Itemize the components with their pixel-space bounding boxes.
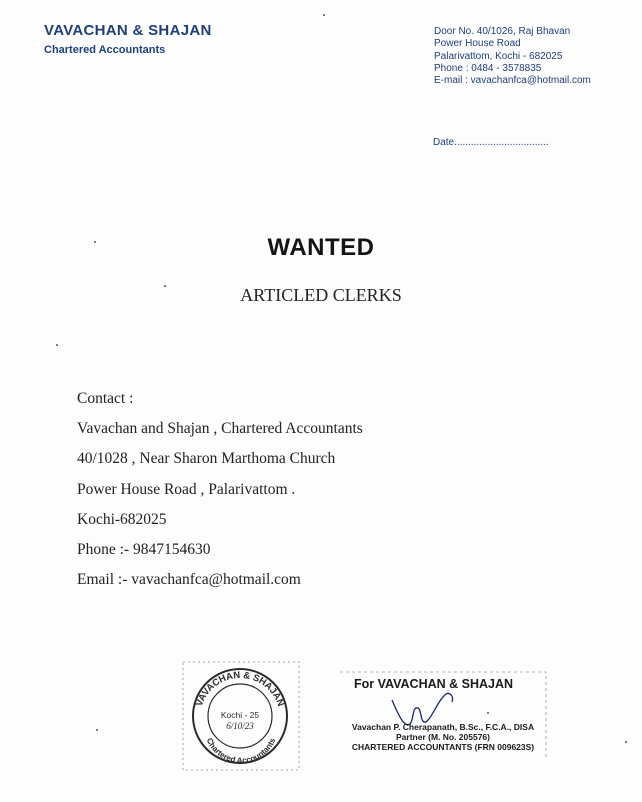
- contact-line: Vavachan and Shajan , Chartered Accountants: [77, 420, 363, 438]
- notice-heading: WANTED: [267, 234, 375, 261]
- signature-for-line: For VAVACHAN & SHAJAN: [354, 677, 514, 691]
- svg-text:Chartered Accountants: [205, 736, 278, 765]
- contact-line: 40/1028 , Near Sharon Marthoma Church: [77, 450, 336, 468]
- contact-block: [77, 388, 363, 599]
- scan-speck: [56, 344, 58, 346]
- seal-city: Kochi - 25: [220, 710, 260, 720]
- scan-speck: [96, 729, 98, 731]
- scan-speck: [323, 14, 325, 16]
- address-line: Door No. 40/1026, Raj Bhavan: [434, 26, 571, 37]
- seal-date: 6/10/23: [226, 721, 254, 731]
- phone-line: Phone : 0484 - 3578835: [434, 62, 542, 74]
- seal-ring-top: VAVACHAN & SHAJAN: [193, 669, 287, 708]
- contact-line: Kochi-682025: [77, 510, 167, 528]
- firm-name: VAVACHAN & SHAJAN: [44, 22, 212, 39]
- date-field: Date..................................: [433, 137, 549, 148]
- firm-subtitle: Chartered Accountants: [44, 44, 166, 56]
- seal-ring-bottom: Chartered Accountants: [204, 736, 278, 766]
- signer-name: Vavachan P. Cherapanath, B.Sc., F.C.A., DISA: [351, 722, 535, 732]
- contact-phone: Phone :- 9847154630: [77, 540, 211, 558]
- notice-subheading: ARTICLED CLERKS: [240, 285, 402, 305]
- scan-speck: [164, 285, 166, 287]
- scan-speck: [625, 741, 627, 743]
- scan-speck: [94, 241, 96, 243]
- contact-line: Power House Road , Palarivattom .: [77, 480, 296, 498]
- address-line: Palarivattom, Kochi - 682025: [434, 50, 563, 62]
- signer-role: Partner (M. No. 205576): [395, 732, 490, 742]
- signer-firm: CHARTERED ACCOUNTANTS (FRN 009623S): [351, 742, 535, 752]
- email-line: E-mail : vavachanfca@hotmail.com: [434, 75, 591, 87]
- seal-icon: [180, 656, 302, 774]
- address-line: Power House Road: [434, 38, 521, 50]
- firm-address: [434, 26, 591, 87]
- contact-email: Email :- vavachanfca@hotmail.com: [77, 571, 301, 589]
- contact-label: Contact :: [77, 390, 134, 407]
- svg-text:VAVACHAN & SHAJAN: [194, 670, 286, 708]
- company-seal: [180, 656, 302, 774]
